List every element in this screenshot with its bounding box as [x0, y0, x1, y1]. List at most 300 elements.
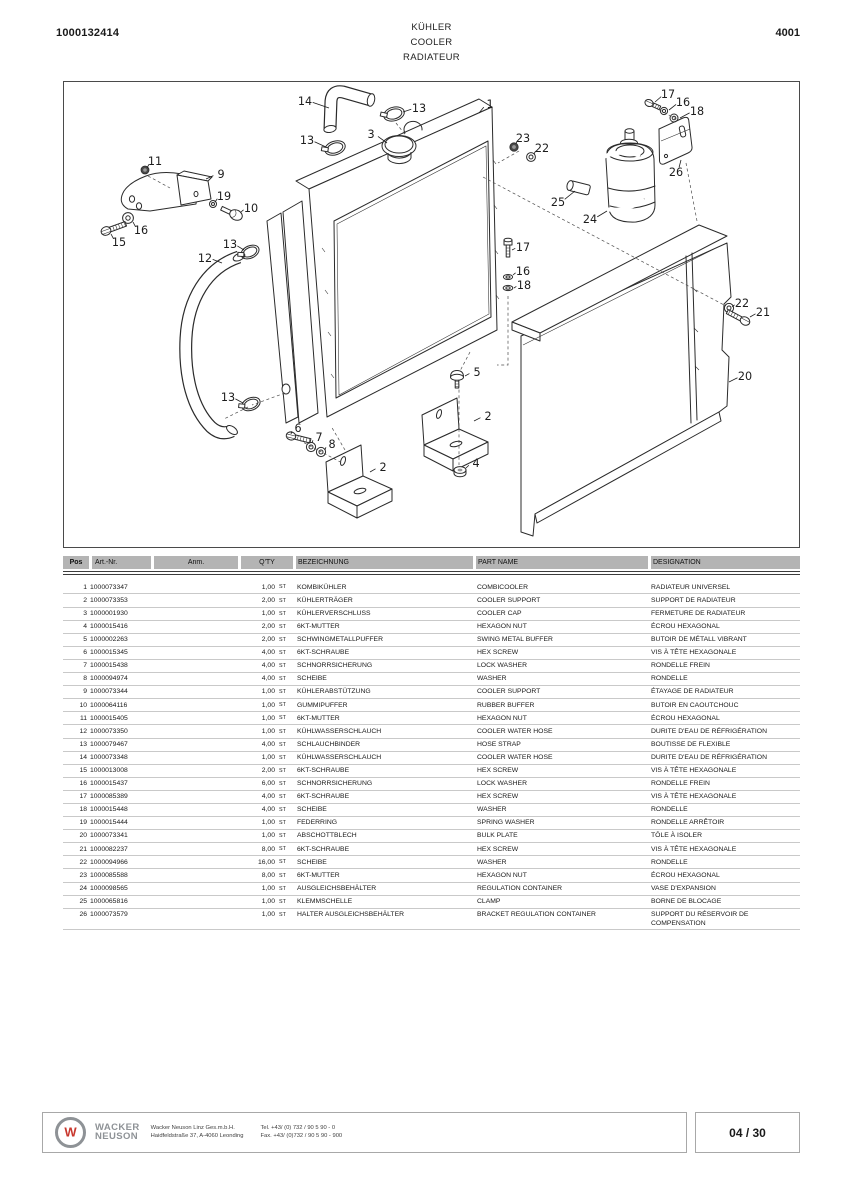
document-number: 1000132414	[56, 27, 120, 39]
cell-part: BULK PLATE	[477, 832, 518, 840]
company-name: Wacker Neuson Linz Ges.m.b.H.	[150, 1125, 235, 1131]
table-row	[63, 594, 800, 607]
cell-unit: ST	[279, 597, 286, 604]
callout-number: 23	[515, 132, 531, 145]
cell-part: HEX SCREW	[477, 649, 519, 657]
cell-anm	[152, 805, 238, 815]
cell-qty: 1,00	[261, 884, 275, 892]
title-fr: RADIATEUR	[403, 52, 460, 63]
cell-unit: ST	[279, 649, 286, 656]
cell-qty: 4,00	[261, 675, 275, 683]
cell-anm	[152, 910, 238, 928]
header-cell-pos: Pos	[63, 556, 89, 569]
cell-desig: BUTOIR DE MÉTALL VIBRANT	[651, 636, 747, 644]
cell-pos: 12	[79, 727, 87, 735]
table-row	[63, 712, 800, 725]
cell-anm	[152, 858, 238, 868]
cell-unit: ST	[279, 833, 286, 840]
cell-pos: 25	[79, 897, 87, 905]
cell-art: 1000079467	[90, 740, 128, 748]
cell-bez: KÜHLWASSERSCHLAUCH	[297, 753, 382, 761]
callout-number: 17	[660, 88, 676, 101]
cell-unit: ST	[279, 767, 286, 774]
table-header	[63, 556, 800, 569]
table-row	[63, 608, 800, 621]
cell-unit: ST	[279, 623, 286, 630]
callout-number: 20	[737, 370, 753, 383]
table-body	[63, 581, 800, 930]
callout-number: 16	[133, 224, 149, 237]
callout-number: 11	[147, 155, 163, 168]
cell-part: HOSE STRAP	[477, 740, 521, 748]
cell-unit: ST	[279, 807, 286, 814]
cell-part: CLAMP	[477, 897, 501, 905]
cell-part: BRACKET REGULATION CONTAINER	[477, 911, 596, 919]
callout-number: 22	[534, 142, 550, 155]
cell-pos: 20	[79, 832, 87, 840]
brand-name	[95, 1124, 140, 1141]
callout-number: 12	[197, 252, 213, 265]
cell-bez: ABSCHOTTBLECH	[297, 832, 357, 840]
callout-number: 2	[379, 461, 387, 474]
cell-unit: ST	[279, 754, 286, 761]
cell-qty: 4,00	[261, 649, 275, 657]
cell-pos: 23	[79, 871, 87, 879]
cell-part: HEX SCREW	[477, 845, 519, 853]
cell-desig: SUPPORT DE RADIATEUR	[651, 596, 736, 604]
cell-pos: 17	[79, 793, 87, 801]
cell-bez: KOMBIKÜHLER	[297, 583, 347, 591]
cell-pos: 3	[83, 609, 87, 617]
cell-anm	[152, 753, 238, 763]
header-cell-art-nr: Art.-Nr.	[92, 556, 151, 569]
table-row	[63, 765, 800, 778]
cell-anm	[152, 897, 238, 907]
cell-qty: 2,00	[261, 596, 275, 604]
cell-part: COOLER WATER HOSE	[477, 727, 553, 735]
cell-pos: 16	[79, 780, 87, 788]
cell-unit: ST	[279, 689, 286, 696]
fan-shroud-drawing	[512, 225, 731, 536]
cell-desig: BOUTISSE DE FLEXIBLE	[651, 740, 731, 748]
callout-leader	[729, 378, 738, 382]
cell-qty: 1,00	[261, 701, 275, 709]
cell-qty: 1,00	[261, 753, 275, 761]
cell-qty: 1,00	[261, 609, 275, 617]
callout-number: 18	[689, 105, 705, 118]
cell-anm	[152, 779, 238, 789]
cell-art: 1000002263	[90, 636, 128, 644]
cell-bez: 6KT-MUTTER	[297, 871, 340, 879]
table-row	[63, 817, 800, 830]
cell-pos: 26	[79, 911, 87, 919]
table-row	[63, 883, 800, 896]
callout-number: 13	[220, 391, 236, 404]
cell-desig: VASE D'EXPANSION	[651, 884, 716, 892]
contact-info	[260, 1125, 342, 1140]
callout-leader	[466, 465, 469, 468]
cell-bez: FEDERRING	[297, 819, 338, 827]
cell-unit: ST	[279, 610, 286, 617]
cell-qty: 1,00	[261, 897, 275, 905]
cell-desig: ÉCROU HEXAGONAL	[651, 871, 720, 879]
cell-unit: ST	[279, 584, 286, 591]
callout-number: 15	[111, 236, 127, 249]
table-row	[63, 778, 800, 791]
cell-bez: 6KT-MUTTER	[297, 622, 340, 630]
cell-part: HEX SCREW	[477, 793, 519, 801]
callout-number: 3	[367, 128, 375, 141]
cell-anm	[152, 884, 238, 894]
cell-pos: 15	[79, 767, 87, 774]
cell-art: 1000064116	[90, 701, 128, 709]
callout-leader	[512, 248, 515, 250]
callout-leader	[597, 211, 607, 217]
section-code: 4001	[775, 27, 800, 39]
cell-part: REGULATION CONTAINER	[477, 884, 563, 892]
cell-part: SPRING WASHER	[477, 819, 535, 827]
cell-desig: BUTOIR EN CAOUTCHOUC	[651, 701, 739, 709]
fax-line: Fax. +43/ (0)732 / 90 5 90 - 900	[260, 1132, 343, 1139]
table-row	[63, 896, 800, 909]
cell-art: 1000073341	[90, 832, 128, 840]
cell-bez: HALTER AUSGLEICHSBEHÄLTER	[297, 911, 405, 919]
page-indicator-box	[695, 1112, 800, 1153]
cell-art: 1000015437	[90, 780, 128, 788]
cell-anm	[152, 727, 238, 737]
cell-pos: 14	[79, 753, 87, 761]
table-row	[63, 909, 800, 930]
cell-art: 1000001930	[90, 609, 128, 617]
cell-art: 1000015345	[90, 649, 128, 657]
callout-leader	[474, 418, 480, 421]
cell-art: 1000082237	[90, 845, 128, 853]
cell-anm	[152, 701, 238, 711]
cell-pos: 5	[83, 636, 87, 644]
cell-desig: RADIATEUR UNIVERSEL	[651, 583, 731, 591]
cell-unit: ST	[279, 820, 286, 827]
cell-qty: 8,00	[261, 845, 275, 853]
cell-part: SWING METAL BUFFER	[477, 636, 553, 644]
cell-anm	[152, 818, 238, 828]
cell-unit: ST	[279, 859, 286, 866]
callout-leader	[315, 142, 326, 147]
callout-number: 17	[515, 241, 531, 254]
cell-pos: 21	[79, 845, 87, 853]
cell-qty: 8,00	[261, 871, 275, 879]
cell-desig: SUPPORT DU RÉSERVOIR DE COMPENSATION	[651, 911, 749, 928]
mounting-bracket-a	[326, 445, 392, 518]
cell-unit: ST	[279, 636, 286, 643]
callout-leader	[325, 447, 326, 450]
logo-w-letter: W	[64, 1124, 77, 1140]
callout-leader	[235, 399, 243, 403]
cell-desig: ÉCROU HEXAGONAL	[651, 714, 720, 722]
callout-leader	[750, 314, 756, 317]
cell-qty: 1,00	[261, 911, 275, 919]
cell-desig: RONDELLE	[651, 675, 688, 683]
callout-number: 13	[411, 102, 427, 115]
page-indicator: 04 / 30	[729, 1125, 766, 1140]
cell-pos: 19	[79, 819, 87, 827]
cell-pos: 9	[83, 688, 87, 696]
callout-number: 18	[516, 279, 532, 292]
wacker-neuson-logo-icon	[55, 1117, 86, 1148]
cell-desig: RONDELLE	[651, 806, 688, 814]
cell-desig: RONDELLE	[651, 858, 688, 866]
callout-number: 7	[315, 431, 323, 444]
cell-pos: 10	[79, 701, 87, 709]
cell-pos: 1	[83, 583, 87, 591]
parts-table	[63, 556, 800, 930]
table-row	[63, 660, 800, 673]
cell-bez: KÜHLERABSTÜTZUNG	[297, 688, 371, 696]
cell-desig: FERMETURE DE RADIATEUR	[651, 609, 746, 617]
callout-number: 1	[486, 98, 494, 111]
exploded-view-drawing	[63, 81, 800, 548]
cell-bez: KÜHLERVERSCHLUSS	[297, 609, 371, 617]
cell-desig: RONDELLE ARRÊTOIR	[651, 819, 725, 827]
cell-bez: SCHWINGMETALLPUFFER	[297, 636, 383, 644]
company-street: Haidfeldstraße 37, A-4060 Leonding	[150, 1132, 244, 1139]
brand-line-2: NEUSON	[95, 1130, 139, 1142]
cell-bez: 6KT-SCHRAUBE	[297, 845, 350, 853]
cell-desig: VIS À TÊTE HEXAGONALE	[651, 767, 737, 774]
cell-anm	[152, 674, 238, 684]
cell-unit: ST	[279, 780, 286, 787]
cell-pos: 18	[79, 806, 87, 814]
header-cell-qty: Q'TY	[241, 556, 293, 569]
callout-number: 25	[550, 196, 566, 209]
table-row	[63, 830, 800, 843]
cell-bez: 6KT-MUTTER	[297, 714, 340, 722]
cell-part: RUBBER BUFFER	[477, 701, 535, 709]
cell-art: 1000085588	[90, 871, 128, 879]
callout-number: 2	[484, 410, 492, 423]
cell-part: HEX SCREW	[477, 767, 519, 774]
table-row	[63, 647, 800, 660]
cell-qty: 2,00	[261, 636, 275, 644]
cell-desig: VIS À TÊTE HEXAGONALE	[651, 845, 737, 853]
cell-desig: VIS À TÊTE HEXAGONALE	[651, 793, 737, 801]
callout-number: 13	[222, 238, 238, 251]
company-address	[151, 1125, 244, 1140]
lower-hose-drawing	[186, 251, 246, 436]
header-cell-bezeichnung: BEZEICHNUNG	[296, 556, 473, 569]
cell-unit: ST	[279, 676, 286, 683]
cell-unit: ST	[279, 885, 286, 892]
cell-qty: 2,00	[261, 767, 275, 774]
table-row	[63, 699, 800, 712]
cell-qty: 1,00	[261, 688, 275, 696]
callout-number: 14	[297, 95, 313, 108]
table-row	[63, 856, 800, 869]
cell-unit: ST	[279, 663, 286, 670]
cell-pos: 11	[79, 714, 87, 722]
cell-unit: ST	[279, 728, 286, 735]
cell-art: 1000094966	[90, 858, 128, 866]
callout-number: 24	[582, 213, 598, 226]
table-row	[63, 673, 800, 686]
parts-diagram	[63, 81, 800, 548]
table-row	[63, 791, 800, 804]
cell-qty: 2,00	[261, 622, 275, 630]
table-row	[63, 634, 800, 647]
cell-unit: ST	[279, 872, 286, 879]
brand-line-1: WACKER	[95, 1122, 140, 1133]
callout-number: 4	[472, 457, 480, 470]
callout-leader	[237, 246, 244, 250]
cell-part: LOCK WASHER	[477, 780, 527, 788]
callout-number: 9	[217, 168, 225, 181]
table-row	[63, 725, 800, 738]
cell-anm	[152, 871, 238, 881]
cell-desig: DURITE D'EAU DE RÉFRIGÉRATION	[651, 727, 767, 735]
cell-anm	[152, 792, 238, 802]
cell-anm	[152, 831, 238, 841]
cell-desig: BORNE DE BLOCAGE	[651, 897, 722, 905]
callout-leader	[370, 469, 376, 472]
cell-art: 1000015405	[90, 714, 128, 722]
cell-anm	[152, 740, 238, 750]
title-en: COOLER	[410, 37, 453, 48]
callout-leader	[565, 191, 575, 199]
cell-qty: 4,00	[261, 793, 275, 801]
cell-anm	[152, 687, 238, 697]
cell-anm	[152, 583, 238, 593]
cell-bez: SCHLAUCHBINDER	[297, 740, 361, 748]
table-row	[63, 739, 800, 752]
cell-bez: AUSGLEICHSBEHÄLTER	[297, 884, 377, 892]
cell-desig: DURITE D'EAU DE RÉFRIGÉRATION	[651, 753, 767, 761]
cell-bez: SCHEIBE	[297, 858, 327, 866]
cell-pos: 24	[79, 884, 87, 892]
cell-art: 1000073347	[90, 583, 128, 591]
callout-leader	[465, 374, 469, 376]
cell-bez: SCHEIBE	[297, 675, 327, 683]
cell-pos: 6	[83, 649, 87, 657]
cell-desig: ÉTAYAGE DE RADIATEUR	[651, 688, 734, 696]
cell-art: 1000015448	[90, 806, 128, 814]
cell-qty: 1,00	[261, 583, 275, 591]
callout-number: 19	[216, 190, 232, 203]
cell-qty: 4,00	[261, 740, 275, 748]
cell-anm	[152, 622, 238, 632]
cell-art: 1000073348	[90, 753, 128, 761]
cell-anm	[152, 714, 238, 724]
cell-pos: 13	[79, 740, 87, 748]
cell-pos: 7	[83, 662, 87, 670]
cell-part: COOLER CAP	[477, 609, 522, 617]
cell-part: COOLER SUPPORT	[477, 596, 541, 604]
cell-bez: 6KT-SCHRAUBE	[297, 767, 350, 774]
cell-bez: 6KT-SCHRAUBE	[297, 649, 350, 657]
cell-desig: ÉCROU HEXAGONAL	[651, 622, 720, 630]
cell-unit: ST	[279, 715, 286, 722]
cell-part: LOCK WASHER	[477, 662, 527, 670]
cell-art: 1000073350	[90, 727, 128, 735]
cell-art: 1000094974	[90, 675, 128, 683]
cell-qty: 6,00	[261, 780, 275, 788]
cell-bez: SCHNORRSICHERUNG	[297, 662, 373, 670]
callout-number: 21	[755, 306, 771, 319]
table-row	[63, 581, 800, 594]
cell-anm	[152, 635, 238, 645]
cell-desig: RONDELLE FREIN	[651, 780, 710, 788]
cell-art: 1000098565	[90, 884, 128, 892]
callout-number: 5	[473, 366, 481, 379]
cell-pos: 8	[83, 675, 87, 683]
table-row	[63, 752, 800, 765]
table-row	[63, 869, 800, 882]
table-row	[63, 621, 800, 634]
cell-art: 1000015444	[90, 819, 128, 827]
cell-pos: 2	[83, 596, 87, 604]
cell-qty: 16,00	[257, 858, 275, 866]
cell-unit: ST	[279, 741, 286, 748]
table-row	[63, 843, 800, 856]
cell-bez: KLEMMSCHELLE	[297, 897, 353, 905]
cell-qty: 4,00	[261, 662, 275, 670]
cell-part: WASHER	[477, 858, 507, 866]
cell-part: HEXAGON NUT	[477, 714, 527, 722]
title-de: KÜHLER	[411, 22, 452, 33]
cell-qty: 1,00	[261, 727, 275, 735]
cell-unit: ST	[279, 911, 286, 918]
cell-qty: 1,00	[261, 819, 275, 827]
cell-desig: RONDELLE FREIN	[651, 662, 710, 670]
cell-qty: 1,00	[261, 832, 275, 840]
cell-anm	[152, 661, 238, 671]
header-rule	[63, 571, 800, 575]
cell-part: COOLER WATER HOSE	[477, 753, 553, 761]
cell-part: HEXAGON NUT	[477, 871, 527, 879]
callout-number: 22	[734, 297, 750, 310]
callout-number: 6	[294, 422, 302, 435]
cell-part: WASHER	[477, 675, 507, 683]
cell-bez: 6KT-SCHRAUBE	[297, 793, 350, 801]
cell-art: 1000073353	[90, 596, 128, 604]
cell-part: COOLER SUPPORT	[477, 688, 541, 696]
cell-art: 1000015438	[90, 662, 128, 670]
cell-bez: SCHEIBE	[297, 806, 327, 814]
cell-anm	[152, 648, 238, 658]
cell-anm	[152, 609, 238, 619]
footer	[42, 1112, 687, 1153]
cell-art: 1000065816	[90, 897, 128, 905]
cell-part: WASHER	[477, 806, 507, 814]
cell-desig: VIS À TÊTE HEXAGONALE	[651, 649, 737, 657]
cell-bez: SCHNORRSICHERUNG	[297, 780, 373, 788]
cell-art: 1000073344	[90, 688, 128, 696]
cell-anm	[152, 845, 238, 855]
cell-art: 1000015416	[90, 622, 128, 630]
callout-number: 10	[243, 202, 259, 215]
table-row	[63, 686, 800, 699]
side-fastener-column	[503, 238, 513, 290]
cell-unit: ST	[279, 846, 286, 853]
header-cell-part-name: PART NAME	[476, 556, 648, 569]
radiator-drawing	[267, 99, 499, 423]
cell-pos: 4	[83, 622, 87, 630]
cell-qty: 4,00	[261, 806, 275, 814]
cell-part: COMBICOOLER	[477, 583, 528, 591]
callout-number: 16	[675, 96, 691, 109]
cell-pos: 22	[79, 858, 87, 866]
cell-part: HEXAGON NUT	[477, 622, 527, 630]
tel-line: Tel. +43/ (0) 732 / 90 5 90 - 0	[260, 1125, 336, 1131]
header-cell-anm: Anm.	[154, 556, 238, 569]
